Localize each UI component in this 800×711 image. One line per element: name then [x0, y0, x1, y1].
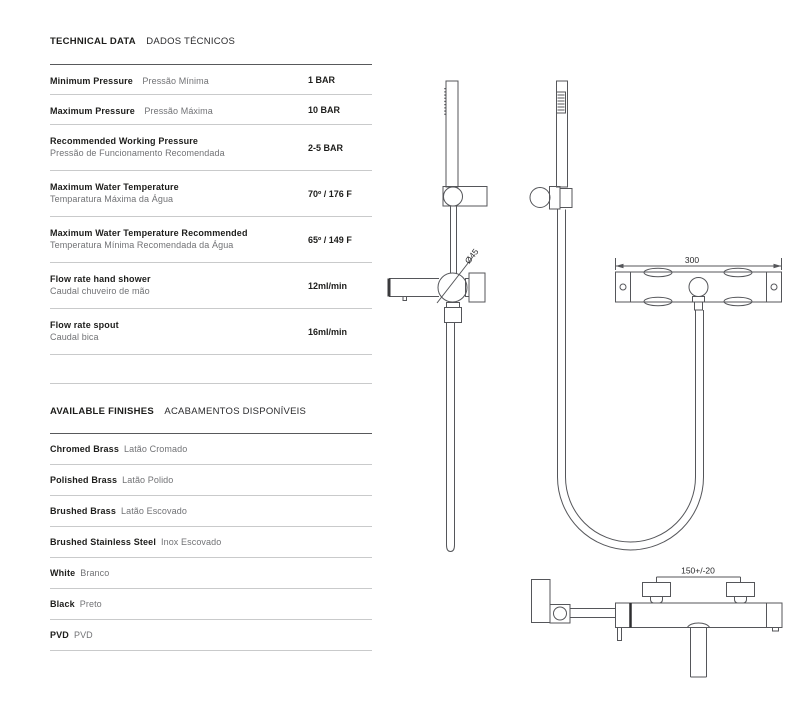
table-row — [50, 217, 372, 263]
finish-name-pt: Latão Escovado — [120, 506, 187, 516]
row-value: 70º / 176 F — [308, 188, 352, 199]
thermostatic-bar-top — [616, 268, 782, 310]
finish-name-en: Chromed Brass — [50, 444, 119, 454]
finish-name-en: Black — [50, 599, 75, 609]
front-view-drawing — [530, 81, 704, 550]
bar-body-side — [616, 603, 783, 641]
table-row — [50, 263, 372, 309]
hand-shower-wand-front — [557, 81, 568, 187]
row-label-pt: Pressão Máxima — [144, 105, 213, 116]
bath-spout — [688, 623, 710, 677]
wall-holder — [530, 187, 572, 210]
row-label-en: Maximum Water Temperature — [50, 182, 179, 192]
finish-row — [50, 434, 372, 465]
finish-name-pt: Latão Cromado — [123, 444, 188, 454]
top-view-bar-drawing — [616, 255, 782, 310]
finish-name-pt: PVD — [73, 630, 93, 640]
row-label-en: Minimum Pressure — [50, 75, 133, 86]
row-label-en: Flow rate spout — [50, 320, 119, 330]
finish-name-pt: Inox Escovado — [161, 537, 222, 547]
row-label-pt: Caudal chuveiro de mão — [50, 285, 150, 296]
dim-diameter-label: Ø45 — [462, 246, 481, 266]
finish-name-en: Polished Brass — [50, 475, 118, 485]
table-row — [50, 125, 372, 171]
row-label-pt: Pressão Mínima — [142, 75, 209, 86]
row-value: 16ml/min — [308, 326, 348, 337]
row-label — [50, 136, 308, 159]
row-label — [50, 71, 308, 89]
available-finishes-section — [50, 383, 372, 651]
row-label — [50, 228, 308, 251]
finish-row — [50, 558, 372, 589]
finish-row — [50, 620, 372, 651]
table-row — [50, 309, 372, 355]
finish-name-pt: Preto — [79, 599, 102, 609]
available-finishes-title — [50, 384, 372, 434]
dim-width-label: 300 — [684, 255, 700, 265]
dim-spacing-label: 150+/-20 — [681, 565, 715, 576]
row-label-pt: Caudal bica — [50, 331, 99, 342]
shower-rail — [451, 206, 457, 274]
row-label-en: Maximum Pressure — [50, 105, 135, 116]
wall-bracket-side — [532, 580, 616, 624]
row-label-en: Maximum Water Temperature Recommended — [50, 228, 248, 238]
row-label-en: Flow rate hand shower — [50, 274, 151, 284]
finish-row — [50, 496, 372, 527]
dimension-150 — [657, 577, 741, 582]
finish-name-pt: Branco — [80, 568, 110, 578]
technical-drawings — [380, 50, 800, 700]
side-mounted-view-drawing — [532, 566, 783, 678]
spout — [389, 279, 439, 301]
technical-data-title-pt: DADOS TÉCNICOS — [146, 36, 236, 47]
handles-side — [643, 583, 755, 604]
row-value: 65º / 149 F — [308, 234, 352, 245]
hand-shower-hose — [447, 323, 455, 552]
row-value: 2-5 BAR — [308, 142, 344, 153]
row-label-en: Recommended Working Pressure — [50, 136, 199, 146]
table-row — [50, 171, 372, 217]
valve-body — [437, 258, 485, 303]
row-label-pt: Pressão de Funcionamento Recomendada — [50, 147, 225, 158]
row-label — [50, 274, 308, 297]
technical-data-section — [50, 34, 372, 355]
row-label-pt: Temparatura Máxima da Água — [50, 193, 174, 204]
technical-data-title — [50, 34, 372, 65]
row-label — [50, 182, 308, 205]
row-value: 10 BAR — [308, 104, 341, 115]
finish-row — [50, 589, 372, 620]
row-label — [50, 101, 308, 119]
available-finishes-title-pt: ACABAMENTOS DISPONÍVEIS — [164, 406, 307, 417]
finish-name-en: Brushed Brass — [50, 506, 116, 516]
finish-row — [50, 527, 372, 558]
row-value: 1 BAR — [308, 74, 336, 85]
table-row — [50, 65, 372, 95]
hose-connector — [445, 303, 462, 323]
finish-name-pt: Latão Polido — [122, 475, 174, 485]
row-label — [50, 320, 308, 343]
available-finishes-title-en: AVAILABLE FINISHES — [50, 406, 154, 417]
rail-holder — [443, 187, 487, 207]
flexible-hose — [558, 210, 704, 550]
finish-name-en: White — [50, 568, 76, 578]
finish-name-en: Brushed Stainless Steel — [50, 537, 156, 547]
row-value: 12ml/min — [308, 280, 348, 291]
hand-shower-wand — [445, 81, 458, 187]
side-view-drawing — [389, 81, 487, 552]
finish-name-en: PVD — [50, 630, 69, 640]
technical-data-title-en: TECHNICAL DATA — [50, 36, 136, 47]
finish-row — [50, 465, 372, 496]
table-row — [50, 95, 372, 125]
row-label-pt: Temperatura Mínima Recomendada da Água — [50, 239, 234, 250]
